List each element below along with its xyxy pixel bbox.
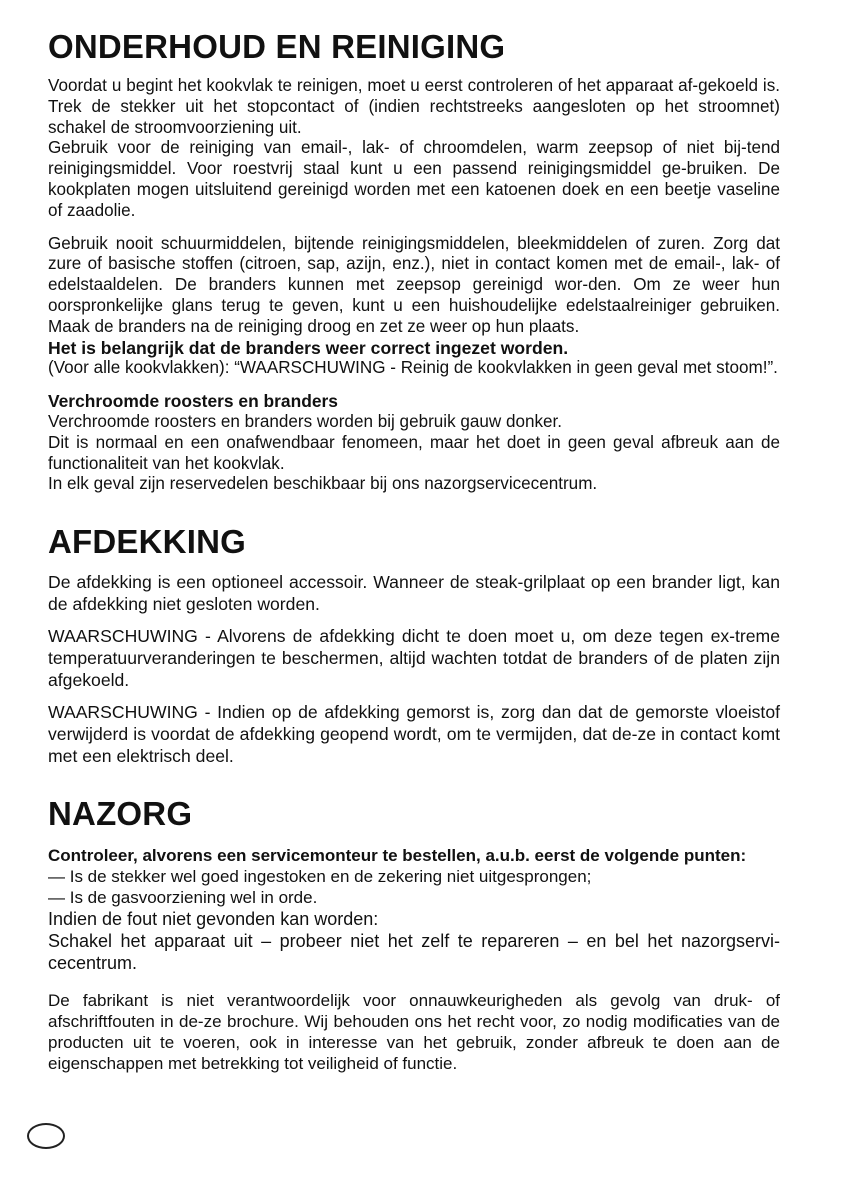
section-title-onderhoud: ONDERHOUD EN REINIGING: [48, 28, 506, 65]
steam-warning: (Voor alle kookvlakken): “WAARSCHUWING - Reinig de kookvlakken in geen geval met stoom!”.: [48, 358, 778, 378]
paragraph: Verchroomde roosters en branders worden bij gebruik gauw donker.: [48, 412, 563, 432]
paragraph: De afdekking is een optioneel accessoir. Wanneer de steak-grilplaat op een brander ligt, kan de afdekking niet gesloten worden.: [48, 572, 780, 615]
subheading-chrome: Verchroomde roosters en branders: [48, 391, 338, 412]
paragraph: Gebruik voor de reiniging van email-, lak- of chroomdelen, warm zeepsop of niet bij-tend reinigingsmiddel. Voor roestvrij staal kunt u een passend reinigingsmiddel ge-bruiken. De kookplaten mogen uitsluitend gereinigd worden met een katoenen doek en een beetje vaseline of zaadolie.: [48, 138, 780, 220]
paragraph: Voordat u begint het kookvlak te reinigen, moet u eerst controleren of het apparaat af-gekoeld is. Trek de stekker uit het stopcontact of (indien rechtstreeks aangesloten op het stroomnet) schakel de stroomvoorziening uit.: [48, 75, 780, 137]
section-title-afdekking: AFDEKKING: [48, 523, 246, 561]
section-title-nazorg: NAZORG: [48, 795, 193, 833]
section-nazorg: [48, 795, 780, 1074]
section-afdekking: [48, 523, 780, 767]
warning-paragraph: WAARSCHUWING - Alvorens de afdekking dicht te doen moet u, om deze tegen ex-treme temperatuurveranderingen te beschermen, altijd wachten totdat de branders of de platen zijn afgekoeld.: [48, 626, 780, 691]
page-number-marker: [27, 1123, 65, 1149]
important-note: Het is belangrijk dat de branders weer correct ingezet worden.: [48, 337, 569, 358]
paragraph: Indien de fout niet gevonden kan worden:: [48, 909, 379, 930]
paragraph: Gebruik nooit schuurmiddelen, bijtende reinigingsmiddelen, bleekmiddelen of zuren. Zorg dat zure of basische stoffen (citroen, sap, azijn, enz.), niet in contact komen met de email-, lak- of edelstaaldelen. De branders kunnen met zeepsop gereinigd wor-den. Om ze weer hun oorspronkelijke glans terug te geven, kunt u een huishoudelijke edelstaalreiniger gebruiken. Maak de branders na de reiniging droog en zet ze weer op hun plaats.: [48, 233, 780, 336]
paragraph: Schakel het apparaat uit – probeer niet het zelf te repareren – en bel het nazorgservi-cecentrum.: [48, 931, 780, 974]
checklist-item: — Is de stekker wel goed ingestoken en de zekering niet uitgesprongen;: [48, 867, 592, 887]
checklist-intro: Controleer, alvorens een servicemonteur te bestellen, a.u.b. eerst de volgende punten:: [48, 846, 747, 866]
warning-paragraph: WAARSCHUWING - Indien op de afdekking gemorst is, zorg dan dat de gemorste vloeistof verwijderd is voordat de afdekking geopend wordt, om te vermijden, dat de-ze in contact komt met een elektrisch deel.: [48, 702, 780, 767]
paragraph: In elk geval zijn reservedelen beschikbaar bij ons nazorgservicecentrum.: [48, 474, 598, 494]
manual-page: [48, 28, 780, 1074]
disclaimer: De fabrikant is niet verantwoordelijk voor onnauwkeurigheden als gevolg van druk- of afschriftfouten in de-ze brochure. Wij behouden ons het recht voor, zo nodig modificaties van de producten uit te voeren, ook in interesse van het gebruik, zonder afbreuk te doen aan de eigenschappen met betrekking tot veiligheid of functie.: [48, 991, 780, 1074]
checklist-item: — Is de gasvoorziening wel in orde.: [48, 888, 318, 908]
paragraph: Dit is normaal en een onafwendbaar fenomeen, maar het doet in geen geval afbreuk aan de functionaliteit van het kookvlak.: [48, 432, 780, 473]
